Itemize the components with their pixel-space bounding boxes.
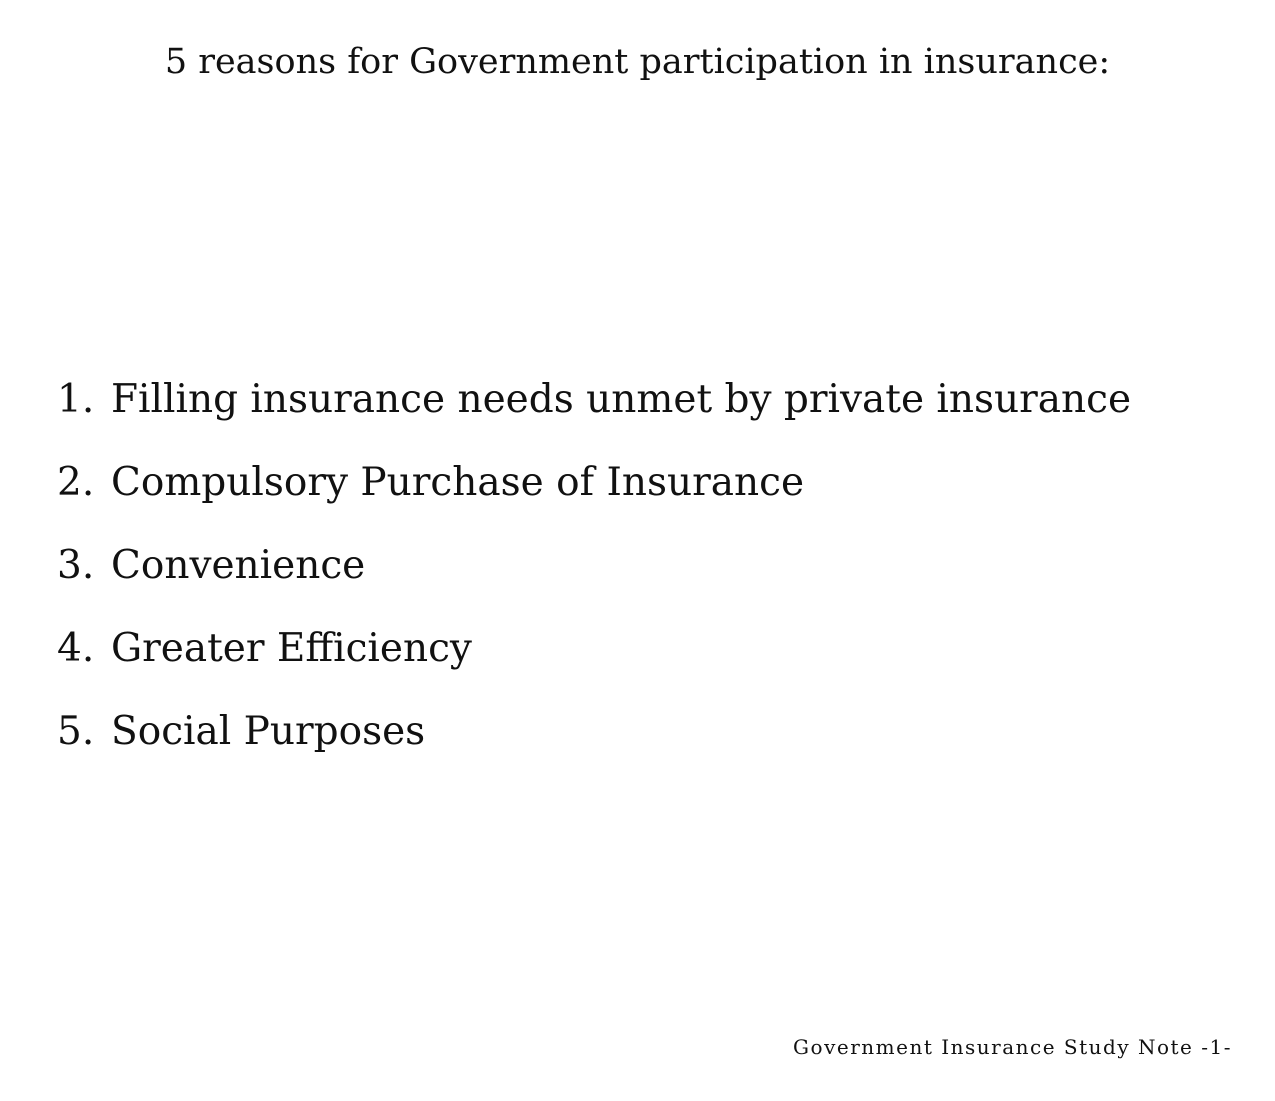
list-item-number: 4. <box>57 626 95 671</box>
list-item-text: Convenience <box>111 543 366 588</box>
list-item-reason-5 <box>57 707 1131 790</box>
footer-note: Government Insurance Study Note -1- <box>793 1035 1232 1059</box>
list-item-text: Greater Efficiency <box>111 626 472 671</box>
list-item-text: Compulsory Purchase of Insurance <box>111 460 805 505</box>
list-item-reason-2 <box>57 458 1131 541</box>
list-item-reason-1 <box>57 375 1131 458</box>
list-item-text: Filling insurance needs unmet by private insurance <box>111 377 1132 422</box>
page-title: 5 reasons for Government participation in insurance: <box>164 42 1111 82</box>
list-item-number: 2. <box>57 460 95 505</box>
list-item-text: Social Purposes <box>111 709 426 754</box>
list-item-reason-3 <box>57 541 1131 624</box>
list-item-number: 3. <box>57 543 95 588</box>
list-item-number: 5. <box>57 709 95 754</box>
reason-list <box>57 375 1131 790</box>
list-item-number: 1. <box>57 377 95 422</box>
list-item-reason-4 <box>57 624 1131 707</box>
